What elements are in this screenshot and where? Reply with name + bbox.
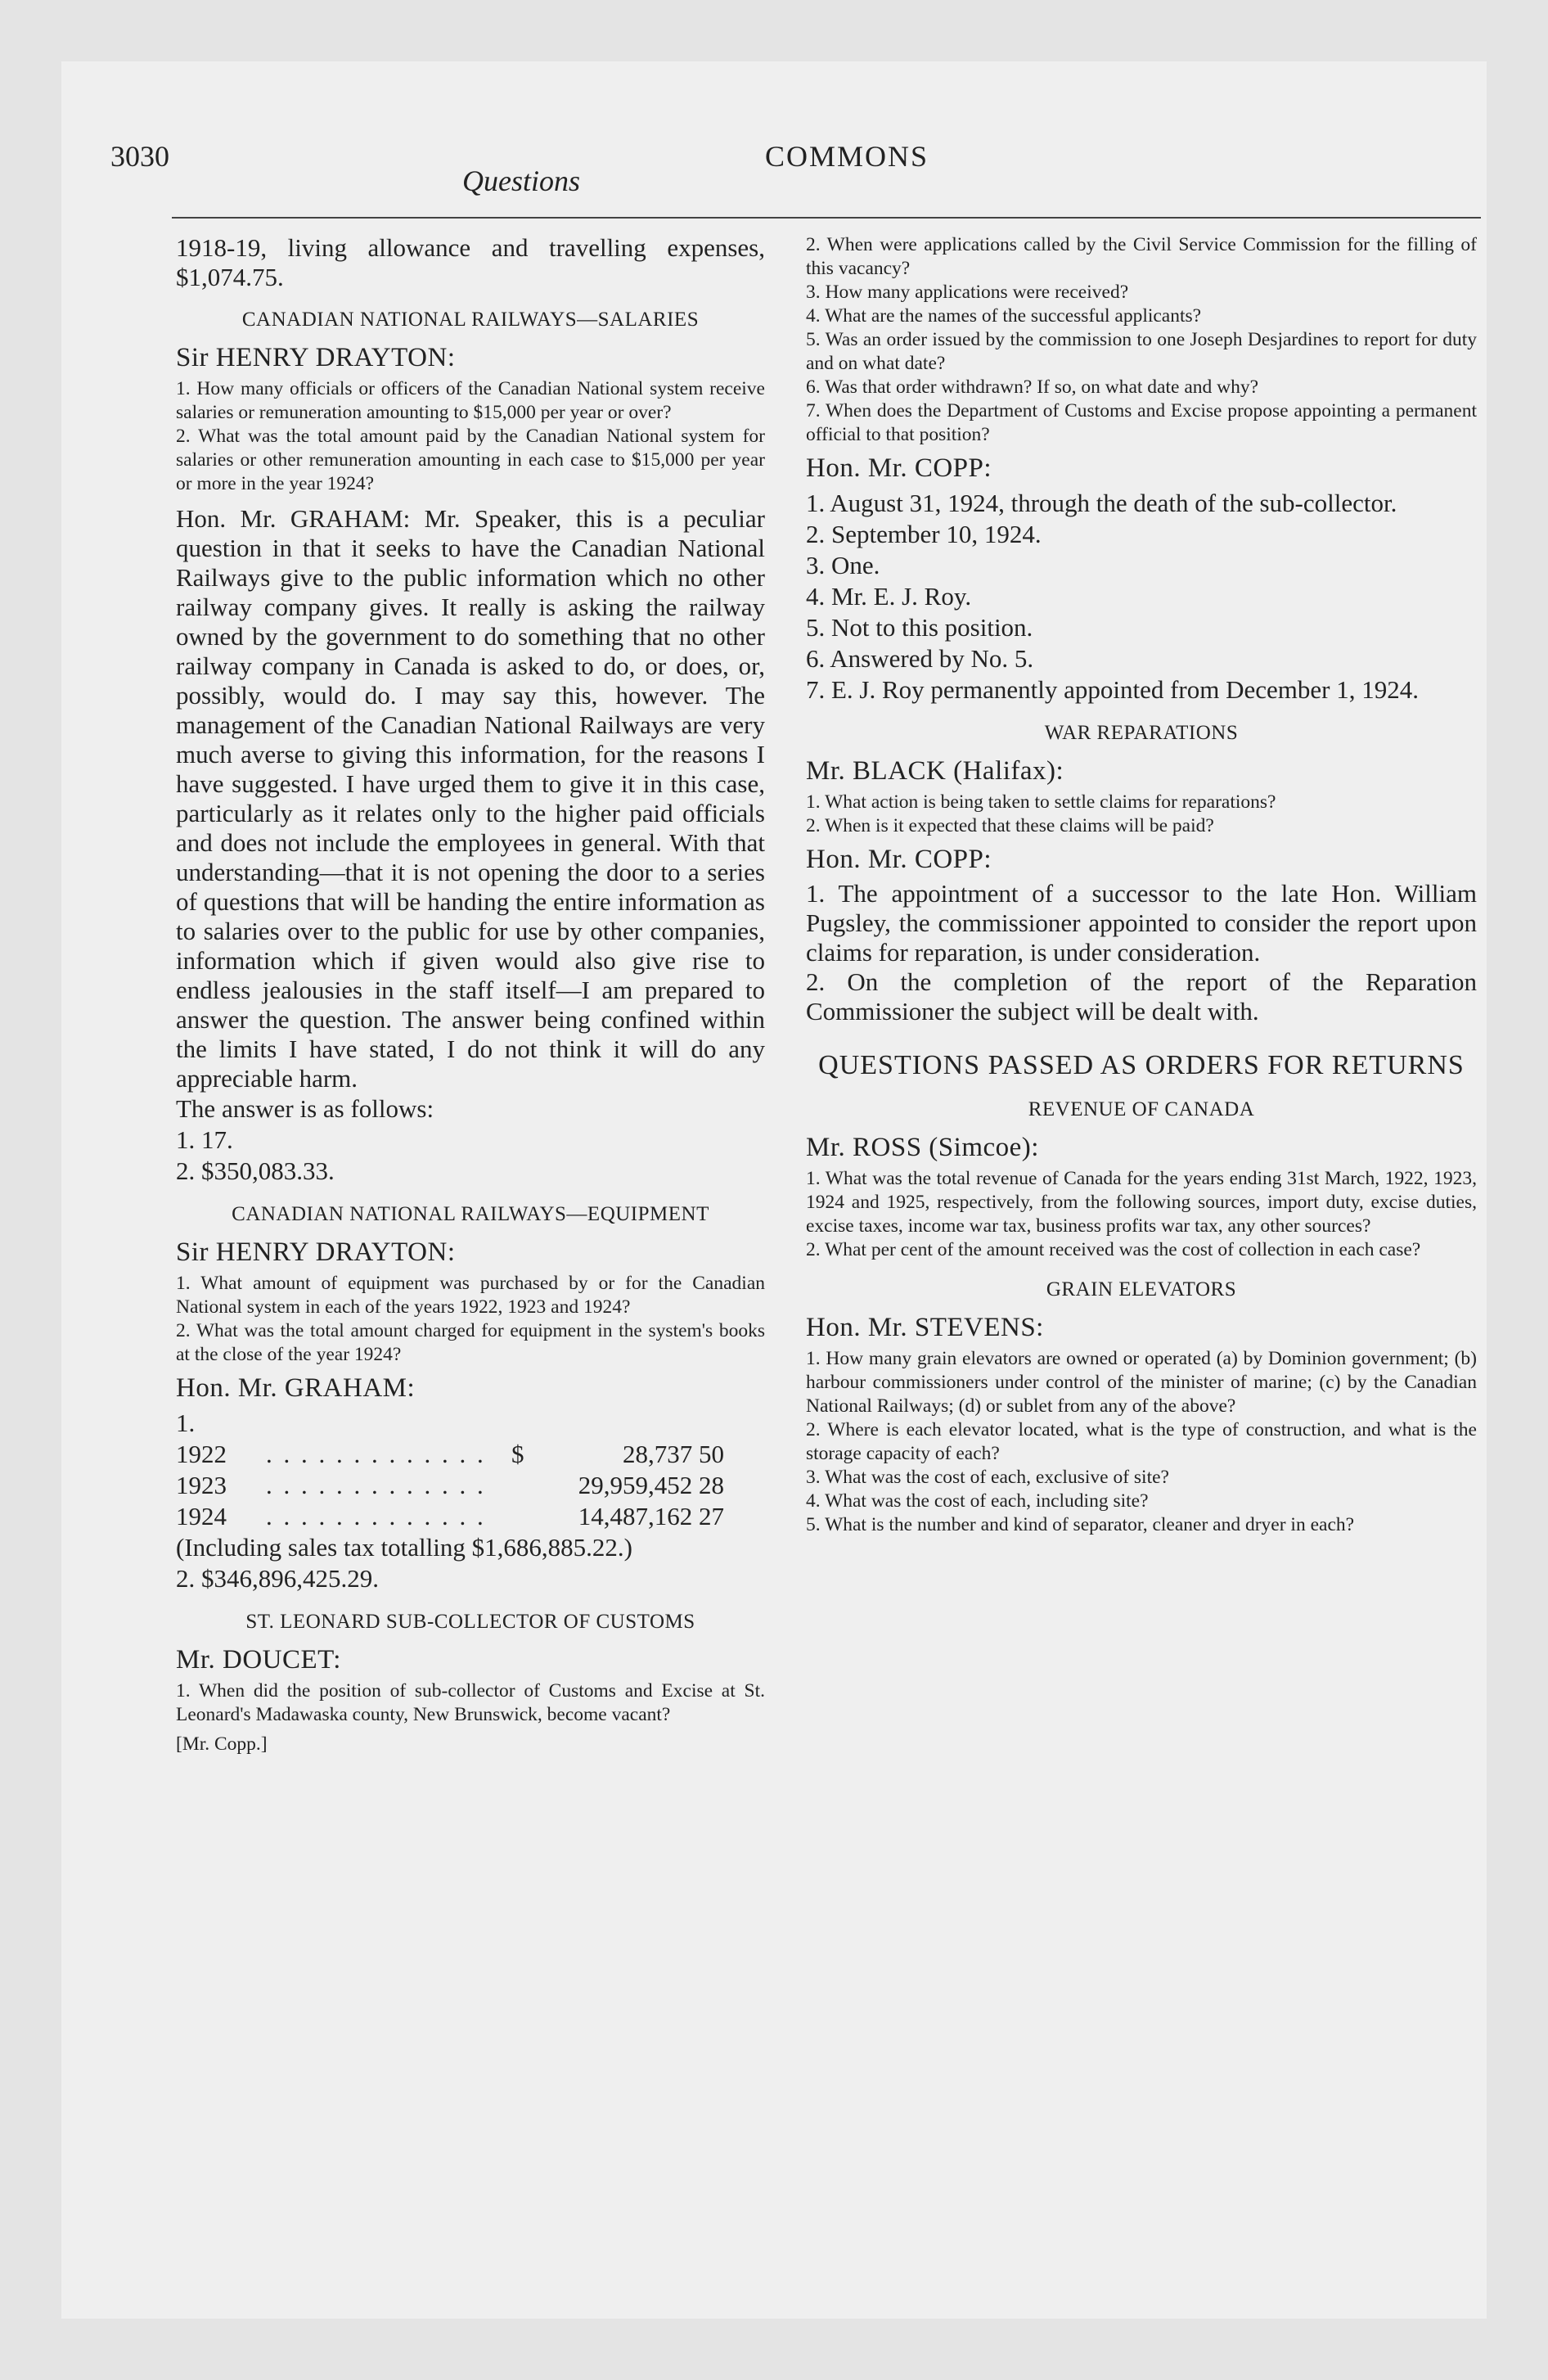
answer-item: 1. The appointment of a successor to the late Hon. William Pugsley, the commissioner appointed to consider the report upon claims for reparation, is under consideration.: [806, 879, 1477, 967]
speaker: Mr. ROSS (Simcoe):: [806, 1133, 1039, 1162]
left-column: [176, 233, 765, 1756]
intro-text: 1918-19, living allowance and travelling expenses, $1,074.75.: [176, 233, 765, 291]
question: 2. When were applications called by the Civil Service Commission for the filling of this vacancy?: [806, 234, 1477, 279]
question: 1. How many grain elevators are owned or operated (a) by Dominion government; (b) harbour commissioners under control of the minister of marine; (c) by the Canadian National Railways; (d) or sublet from any of the above?: [806, 1348, 1477, 1417]
answer-item: 2. $346,896,425.29.: [176, 1564, 379, 1593]
answer-item: 1.: [176, 1409, 196, 1437]
speaker: Hon. Mr. COPP:: [806, 453, 992, 483]
answer-item: 1. August 31, 1924, through the death of the sub-collector.: [806, 489, 1397, 517]
question: 4. What was the cost of each, including site?: [806, 1490, 1149, 1512]
question: 3. How many applications were received?: [806, 282, 1129, 303]
speaker: Mr. BLACK (Halifax):: [806, 756, 1064, 786]
answer-text: Mr. Speaker, this is a peculiar question in that it seeks to have the Canadian National Railways give to the public information which no other railway company gives. It really is asking the railway owned by the government to do something that no other railway company in Canada is asked to do, or does, or, possibly, would do. I may say this, however. The management of the Canadian National Railways are very much averse to giving this information, for the reasons I have suggested. I have urged them to give it in this case, particularly as it relates only to the higher paid officials and does not include the employees in general. With that understanding—that it is not opening the door to a series of questions that will be handing the entire information as to salaries over to the public for use by other companies, information which if given would also give rise to endless jealousies in the staff itself—I am prepared to answer the question. The answer being confined within the limits I have stated, I do not think it will do any appreciable harm.: [176, 504, 765, 1093]
page: [61, 61, 1487, 2319]
table-cell-leader: . . . . . . . . . . . . .: [266, 1471, 486, 1499]
section-heading-customs: ST. LEONARD SUB-COLLECTOR OF CUSTOMS: [245, 1611, 695, 1633]
question: 2. What per cent of the amount received was the cost of collection in each case?: [806, 1239, 1421, 1260]
page-header-subtitle: Questions: [462, 165, 580, 197]
question: 5. What is the number and kind of separator, cleaner and dryer in each?: [806, 1514, 1355, 1535]
question: 3. What was the cost of each, exclusive of site?: [806, 1467, 1169, 1488]
table-row: [176, 1439, 765, 1470]
answer-item: 3. One.: [806, 551, 880, 579]
section-heading-war-reparations: WAR REPARATIONS: [1044, 722, 1239, 744]
speaker: Hon. Mr. COPP:: [806, 845, 992, 874]
section-heading-grain-elevators: GRAIN ELEVATORS: [1046, 1278, 1237, 1300]
table-cell-year: 1924: [176, 1502, 227, 1530]
speaker: Sir HENRY DRAYTON:: [176, 343, 456, 372]
answer-item: 2. On the completion of the report of the Reparation Commissioner the subject will be dealt with.: [806, 967, 1477, 1025]
table-cell-amount: 14,487,162 27: [578, 1502, 724, 1530]
question: 2. Where is each elevator located, what is the type of construction, and what is the storage capacity of each?: [806, 1419, 1477, 1464]
page-footer: [Mr. Copp.]: [176, 1733, 268, 1755]
answer-item: 2. September 10, 1924.: [806, 520, 1042, 548]
question: 1. What action is being taken to settle claims for reparations?: [806, 791, 1276, 813]
speaker: Sir HENRY DRAYTON:: [176, 1237, 456, 1267]
question: 2. When is it expected that these claims will be paid?: [806, 815, 1214, 836]
table-cell-year: 1923: [176, 1471, 227, 1499]
question: 1. How many officials or officers of the Canadian National system receive salaries or remuneration amounting to $15,000 per year or over?: [176, 378, 765, 423]
page-number: 3030: [110, 140, 169, 173]
table-note: (Including sales tax totalling $1,686,885.22.): [176, 1533, 632, 1562]
table-row: [176, 1470, 765, 1501]
section-heading-salaries: CANADIAN NATIONAL RAILWAYS—SALARIES: [241, 309, 700, 331]
equipment-table: [176, 1439, 765, 1532]
speaker: Hon. Mr. STEVENS:: [806, 1313, 1044, 1342]
question: 6. Was that order withdrawn? If so, on what date and why?: [806, 376, 1259, 398]
question: 7. When does the Department of Customs and Excise propose appointing a permanent official to that position?: [806, 400, 1477, 445]
question: 4. What are the names of the successful applicants?: [806, 305, 1202, 327]
speaker: Mr. DOUCET:: [176, 1645, 341, 1675]
answer-intro: The answer is as follows:: [176, 1094, 434, 1123]
question: 1. What amount of equipment was purchased by or for the Canadian National system in each of the years 1922, 1923 and 1924?: [176, 1273, 765, 1318]
table-cell-leader: . . . . . . . . . . . . .: [266, 1502, 486, 1530]
answer-item: 1. 17.: [176, 1125, 233, 1154]
right-column: [806, 233, 1477, 1537]
table-cell-currency: $: [511, 1440, 524, 1468]
question: 2. What was the total amount paid by the Canadian National system for salaries or other remuneration amounting in each case to $15,000 per year or more in the year 1924?: [176, 426, 765, 494]
speaker: Hon. Mr. GRAHAM:: [176, 504, 411, 533]
question: 2. What was the total amount charged for equipment in the system's books at the close of the year 1924?: [176, 1320, 765, 1365]
answer-item: 7. E. J. Roy permanently appointed from December 1, 1924.: [806, 675, 1419, 704]
table-cell-currency: [511, 1470, 536, 1501]
header-rule: [172, 217, 1481, 219]
table-cell-amount: 29,959,452 28: [578, 1471, 724, 1499]
question: 5. Was an order issued by the commission to one Joseph Desjardines to report for duty and on what date?: [806, 329, 1477, 374]
page-header-title: COMMONS: [765, 140, 929, 173]
speaker: Hon. Mr. GRAHAM:: [176, 1373, 416, 1403]
table-cell-leader: . . . . . . . . . . . . .: [266, 1440, 486, 1468]
answer-item: 2. $350,083.33.: [176, 1156, 335, 1185]
answer-item: 4. Mr. E. J. Roy.: [806, 582, 972, 611]
table-cell-currency: [511, 1501, 536, 1532]
section-heading-orders-for-returns: QUESTIONS PASSED AS ORDERS FOR RETURNS: [818, 1050, 1465, 1080]
section-heading-revenue: REVENUE OF CANADA: [1028, 1098, 1255, 1120]
question: 1. When did the position of sub-collector of Customs and Excise at St. Leonard's Madawaska county, New Brunswick, become vacant?: [176, 1680, 765, 1725]
table-row: [176, 1501, 765, 1532]
answer-item: 6. Answered by No. 5.: [806, 644, 1034, 673]
question: 1. What was the total revenue of Canada for the years ending 31st March, 1922, 1923, 1924 and 1925, respectively, from the following sources, import duty, excise duties, excise taxes, income war tax, business profits war tax, any other sources?: [806, 1168, 1477, 1237]
answer-item: 5. Not to this position.: [806, 613, 1033, 642]
table-cell-year: 1922: [176, 1440, 227, 1468]
answer-paragraph: [176, 504, 765, 1093]
section-heading-equipment: CANADIAN NATIONAL RAILWAYS—EQUIPMENT: [232, 1203, 709, 1225]
table-cell-amount: 28,737 50: [623, 1440, 724, 1468]
